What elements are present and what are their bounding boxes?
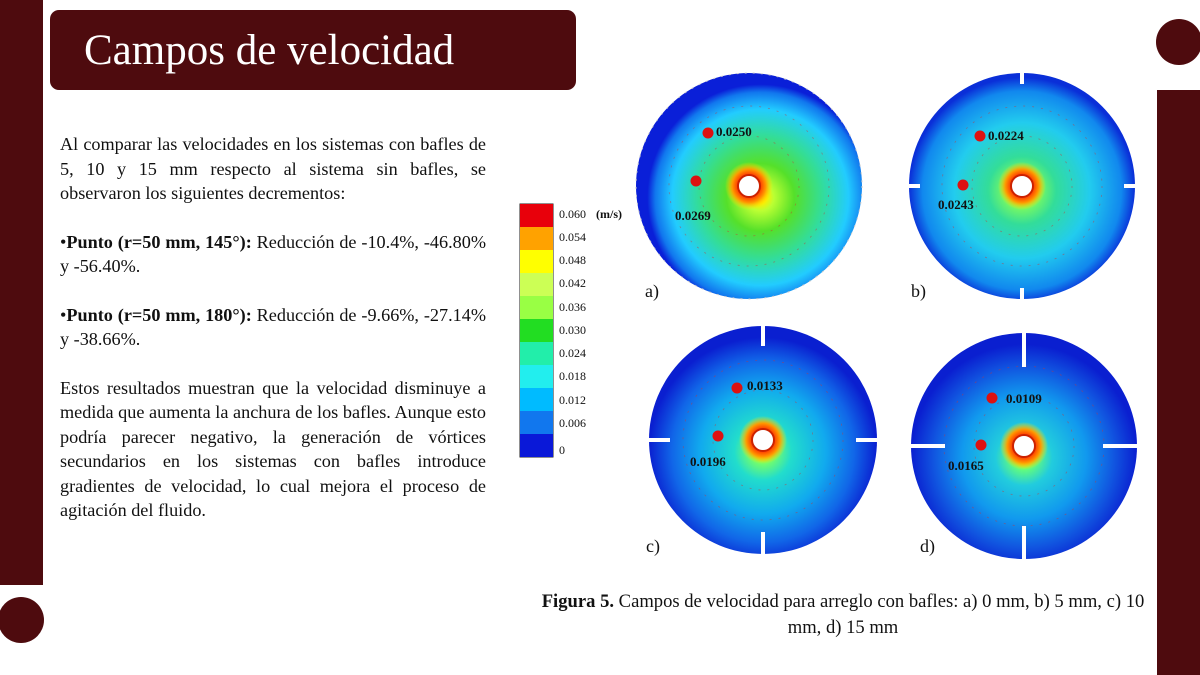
colorbar-swatch-7 (520, 342, 553, 365)
baffle-b-right (1124, 184, 1138, 188)
colorbar-swatch-2 (520, 227, 553, 250)
probe-value-d-1: 0.0109 (1006, 391, 1042, 406)
figure-caption (530, 589, 1156, 641)
colorbar-swatch-3 (520, 250, 553, 273)
point-2 (60, 303, 486, 352)
colorbar-tick: 0.030 (559, 323, 586, 337)
colorbar-tick: 0.006 (559, 416, 586, 430)
point-1-label: Punto (r=50 mm, 145°): (66, 231, 252, 252)
probe-point-d-1 (987, 393, 998, 404)
baffle-c-bottom (761, 532, 765, 556)
body-text (60, 132, 486, 523)
probe-value-c-1: 0.0133 (747, 378, 783, 393)
baffle-b-bottom (1020, 288, 1024, 302)
probe-value-b-1: 0.0224 (988, 128, 1024, 143)
panel-a (636, 73, 862, 302)
top-right-accent-circle (1156, 19, 1200, 65)
baffle-c-right (856, 438, 880, 442)
colorbar-tick: 0.012 (559, 393, 586, 407)
probe-point-c-2 (713, 431, 724, 442)
panel-letter-b: b) (911, 281, 926, 301)
baffle-c-left (646, 438, 670, 442)
colorbar-swatch-10 (520, 411, 553, 434)
bullet-1: • (60, 231, 67, 252)
colorbar-swatch-9 (520, 388, 553, 411)
right-accent-bar (1157, 90, 1200, 675)
probe-value-a-2: 0.0269 (675, 208, 711, 223)
baffle-d-top (1022, 331, 1026, 367)
colorbar-tick: 0.048 (559, 253, 586, 267)
panel-letter-c: c) (646, 536, 660, 556)
colorbar-tick: 0.024 (559, 346, 586, 360)
bullet-2: • (60, 304, 67, 325)
title-banner (50, 10, 576, 90)
shaft-d (1013, 435, 1035, 457)
point-1 (60, 230, 486, 279)
left-accent-bar (0, 0, 43, 585)
velocity-field-figure (500, 60, 1150, 580)
colorbar-tick: 0.060 (559, 207, 586, 221)
probe-point-a-1 (703, 128, 714, 139)
colorbar-swatch-8 (520, 365, 553, 388)
colorbar-swatch-4 (520, 273, 553, 296)
colorbar-tick: 0 (559, 443, 565, 457)
bottom-left-accent-circle (0, 597, 44, 643)
probe-value-d-2: 0.0165 (948, 458, 984, 473)
point-1-text: Reducción de -10.4%, -46.80% y -56.40%. (60, 231, 487, 276)
panel-letter-d: d) (920, 536, 935, 556)
point-2-label: Punto (r=50 mm, 180°): (66, 304, 252, 325)
shaft-a (738, 175, 760, 197)
baffle-b-top (1020, 70, 1024, 84)
panel-b (906, 70, 1138, 302)
probe-point-b-1 (975, 131, 986, 142)
figure-caption-label: Figura 5. (541, 591, 615, 612)
panel-letter-a: a) (645, 281, 659, 301)
baffle-d-bottom (1022, 526, 1026, 562)
slide-title: Campos de velocidad (84, 26, 455, 74)
shaft-b (1011, 175, 1033, 197)
shaft-c (752, 429, 774, 451)
panel-c (646, 322, 880, 557)
probe-value-a-1: 0.0250 (716, 124, 752, 139)
baffle-d-right (1103, 444, 1139, 448)
point-2-text: Reducción de -9.66%, -27.14% y -38.66%. (60, 304, 487, 349)
probe-value-b-2: 0.0243 (938, 197, 974, 212)
colorbar-tick: 0.018 (559, 369, 586, 383)
colorbar-tick: 0.054 (559, 230, 586, 244)
probe-point-d-2 (976, 440, 987, 451)
baffle-d-left (909, 444, 945, 448)
colorbar (520, 204, 622, 457)
colorbar-tick: 0.042 (559, 276, 586, 290)
colorbar-unit: (m/s) (596, 207, 622, 221)
colorbar-swatch-5 (520, 296, 553, 319)
colorbar-tick: 0.036 (559, 300, 586, 314)
probe-point-c-1 (732, 383, 743, 394)
probe-value-c-2: 0.0196 (690, 454, 726, 469)
probe-point-b-2 (958, 180, 969, 191)
colorbar-swatch-6 (520, 319, 553, 342)
baffle-b-left (906, 184, 920, 188)
conclusion-paragraph: Estos resultados muestran que la velocidad disminuye a medida que aumenta la anchura de los bafles. Aunque esto podría parecer negativo, la generación de vórtices secundarios en los sistemas con bafles introduce gradientes de velocidad, lo cual mejora el proceso de agitación del fluido. (60, 377, 486, 520)
baffle-c-top (761, 322, 765, 346)
intro-paragraph: Al comparar las velocidades en los sistemas con bafles de 5, 10 y 15 mm respecto al sistema sin bafles, se observaron los siguientes decrementos: (60, 134, 486, 203)
panel-d (909, 331, 1139, 562)
figure-caption-text: Campos de velocidad para arreglo con bafles: a) 0 mm, b) 5 mm, c) 10 mm, d) 15 mm (614, 591, 1145, 638)
colorbar-swatch-1 (520, 204, 553, 227)
probe-point-a-2 (691, 176, 702, 187)
colorbar-swatch-11 (520, 434, 553, 457)
